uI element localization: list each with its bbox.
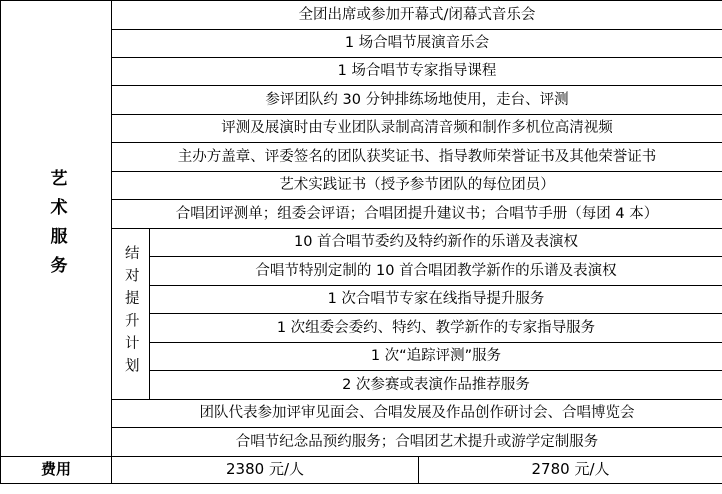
table-row [1, 1, 722, 30]
fee-price-b: 2780 元/人 [531, 460, 610, 479]
service-item: 主办方盖章、评委签名的团队获奖证书、指导教师荣誉证书及其他荣誉证书 [112, 143, 722, 172]
service-item: 评测及展演时由专业团队录制高清音频和制作多机位高清视频 [112, 115, 722, 143]
fee-label-cell [1, 457, 112, 484]
service-item: 1 场合唱节展演音乐会 [112, 30, 722, 58]
plan-label: 结对提升计划 [122, 244, 139, 380]
fee-price-a-cell [112, 457, 419, 484]
service-item: 1 场合唱节专家指导课程 [112, 58, 722, 86]
plan-item: 合唱节特别定制的 10 首合唱团教学新作的乐谱及表演权 [150, 257, 722, 286]
plan-item: 1 次“追踪评测”服务 [150, 343, 722, 371]
plan-item: 10 首合唱节委约及特约新作的乐谱及表演权 [150, 229, 722, 257]
fee-price-a: 2380 元/人 [226, 460, 304, 479]
fee-price-b-cell [419, 457, 722, 484]
service-item: 参评团队约 30 分钟排练场地使用，走台、评测 [112, 86, 722, 115]
fee-label: 费用 [40, 460, 71, 479]
section-label-cell [1, 1, 112, 457]
service-item: 艺术实践证书（授予参节团队的每位团员） [112, 172, 722, 200]
service-item: 全团出席或参加开幕式/闭幕式音乐会 [112, 1, 722, 30]
plan-item: 2 次参赛或表演作品推荐服务 [150, 371, 722, 400]
plan-label-cell [112, 229, 150, 400]
section-label: 艺术服务 [46, 168, 67, 285]
service-item: 合唱团评测单；组委会评语；合唱团提升建议书；合唱节手册（每团 4 本） [112, 200, 722, 229]
plan-item: 1 次组委会委约、特约、教学新作的专家指导服务 [150, 314, 722, 343]
service-item: 团队代表参加评审见面会、合唱发展及作品创作研讨会、合唱博览会 [112, 400, 722, 428]
service-item: 合唱节纪念品预约服务；合唱团艺术提升或游学定制服务 [112, 428, 722, 457]
plan-item: 1 次合唱节专家在线指导提升服务 [150, 286, 722, 314]
fee-row [1, 457, 722, 484]
